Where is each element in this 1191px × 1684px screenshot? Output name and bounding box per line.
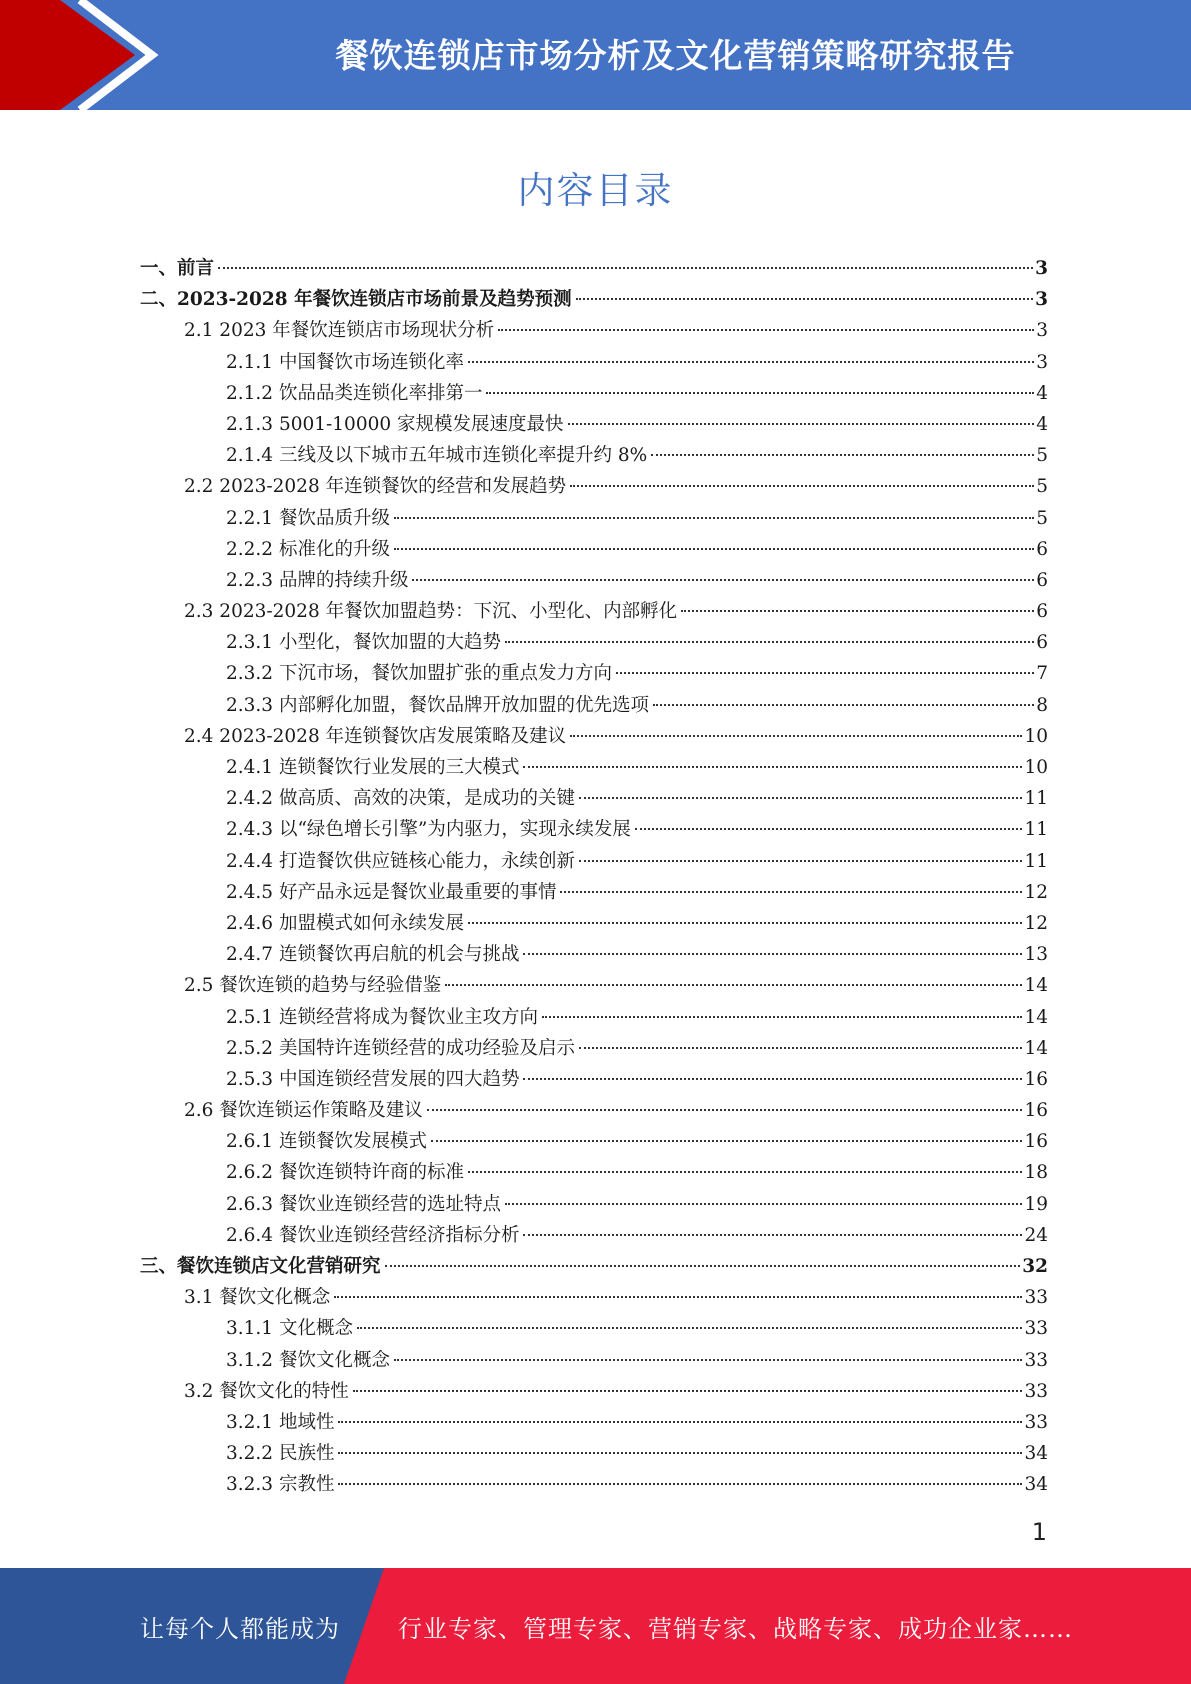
toc-entry[interactable] (140, 565, 1048, 596)
toc-dot-leader (385, 1265, 1021, 1267)
toc-entry-page: 24 (1024, 1224, 1048, 1246)
toc-entry-page: 11 (1024, 788, 1048, 810)
toc-dot-leader (570, 485, 1034, 487)
toc-entry[interactable] (140, 440, 1048, 471)
toc-entry-page: 7 (1036, 663, 1048, 685)
toc-entry-title: 3.1 餐饮文化概念 (184, 1287, 331, 1309)
toc-entry-title: 3.2.1 地域性 (226, 1411, 335, 1433)
toc-entry-title: 2.5.1 连锁经营将成为餐饮业主攻方向 (226, 1006, 538, 1028)
toc-dot-leader (523, 1234, 1022, 1236)
toc-entry-title: 2.3.1 小型化，餐饮加盟的大趋势 (226, 632, 501, 654)
toc-entry[interactable] (140, 1033, 1048, 1064)
toc-entry[interactable] (140, 534, 1048, 565)
toc-entry[interactable] (140, 284, 1048, 315)
toc-dot-leader (570, 735, 1022, 737)
toc-dot-leader (651, 454, 1034, 456)
toc-entry[interactable] (140, 690, 1048, 721)
toc-entry-page: 14 (1024, 975, 1048, 997)
toc-entry-title: 二、2023-2028 年餐饮连锁店市场前景及趋势预测 (140, 289, 572, 311)
toc-entry-page: 10 (1024, 725, 1048, 747)
toc-entry[interactable] (140, 814, 1048, 845)
footer-slogan-left: 让每个人都能成为 (140, 1614, 340, 1643)
toc-heading: 内容目录 (517, 169, 674, 212)
toc-entry-page: 6 (1036, 538, 1048, 560)
toc-entry-page: 33 (1024, 1318, 1048, 1340)
toc-entry-title: 2.1.1 中国餐饮市场连锁化率 (226, 351, 464, 373)
toc-entry[interactable] (140, 378, 1048, 409)
toc-entry[interactable] (140, 658, 1048, 689)
toc-entry-page: 14 (1024, 1006, 1048, 1028)
toc-entry-page: 6 (1036, 569, 1048, 591)
toc-entry-page: 16 (1024, 1131, 1048, 1153)
toc-dot-leader (357, 1327, 1023, 1329)
toc-entry-page: 4 (1036, 413, 1048, 435)
toc-entry-title: 2.1 2023 年餐饮连锁店市场现状分析 (184, 320, 495, 342)
toc-entry-title: 2.4.5 好产品永远是餐饮业最重要的事情 (226, 881, 557, 903)
toc-entry[interactable] (140, 1282, 1048, 1313)
toc-entry-title: 2.4.7 连锁餐饮再启航的机会与挑战 (226, 944, 520, 966)
toc-entry-title: 3.1.2 餐饮文化概念 (226, 1349, 390, 1371)
toc-dot-leader (523, 1078, 1022, 1080)
toc-entry-page: 3 (1036, 351, 1048, 373)
toc-entry-title: 2.6 餐饮连锁运作策略及建议 (184, 1100, 423, 1122)
toc-dot-leader (616, 672, 1034, 674)
toc-entry-page: 6 (1036, 601, 1048, 623)
toc-dot-leader (468, 922, 1022, 924)
toc-entry[interactable] (140, 347, 1048, 378)
toc-entry-title: 2.2.3 品牌的持续升级 (226, 569, 409, 591)
toc-entry-title: 2.4 2023-2028 年连锁餐饮店发展策略及建议 (184, 725, 567, 747)
toc-entry[interactable] (140, 1251, 1048, 1282)
toc-entry-page: 3 (1035, 258, 1048, 279)
toc-entry-title: 3.1.1 文化概念 (226, 1318, 353, 1340)
toc-dot-leader (681, 610, 1034, 612)
toc-dot-leader (486, 392, 1034, 394)
toc-entry[interactable] (140, 1157, 1048, 1188)
toc-entry-page: 19 (1024, 1193, 1048, 1215)
toc-entry[interactable] (140, 908, 1048, 939)
toc-entry[interactable] (140, 1095, 1048, 1126)
toc-entry-page: 3 (1036, 320, 1048, 342)
toc-entry[interactable] (140, 1376, 1048, 1407)
toc-entry-title: 2.1.2 饮品品类连锁化率排第一 (226, 382, 483, 404)
toc-entry-title: 2.5.2 美国特许连锁经营的成功经验及启示 (226, 1037, 575, 1059)
toc-entry-title: 2.6.2 餐饮连锁特许商的标准 (226, 1162, 464, 1184)
header-banner (0, 0, 1191, 110)
toc-entry-page: 11 (1024, 850, 1048, 872)
toc-entry-title: 2.4.2 做高质、高效的决策，是成功的关键 (226, 788, 575, 810)
toc-entry-page: 12 (1024, 881, 1048, 903)
toc-entry-page: 16 (1024, 1068, 1048, 1090)
toc-entry-title: 三、餐饮连锁店文化营销研究 (140, 1256, 381, 1277)
toc-dot-leader (498, 329, 1034, 331)
report-title: 餐饮连锁店市场分析及文化营销策略研究报告 (335, 35, 1016, 75)
toc-entry-title: 2.4.3 以“绿色增长引擎”为内驱力，实现永续发展 (226, 819, 631, 841)
toc-entry-page: 16 (1024, 1100, 1048, 1122)
toc-dot-leader (394, 517, 1034, 519)
toc-entry-page: 33 (1024, 1287, 1048, 1309)
toc-entry[interactable] (140, 1469, 1048, 1500)
toc-dot-leader (523, 953, 1022, 955)
toc-dot-leader (579, 797, 1022, 799)
toc-entry-page: 5 (1036, 507, 1048, 529)
toc-entry-title: 2.4.4 打造餐饮供应链核心能力，永续创新 (226, 850, 575, 872)
toc-entry[interactable] (140, 1189, 1048, 1220)
toc-entry[interactable] (140, 752, 1048, 783)
toc-entry-page: 33 (1024, 1411, 1048, 1433)
toc-entry-page: 34 (1024, 1443, 1048, 1465)
toc-dot-leader (576, 298, 1034, 300)
toc-dot-leader (505, 1203, 1022, 1205)
toc-dot-leader (542, 1016, 1022, 1018)
toc-dot-leader (334, 1296, 1022, 1298)
toc-entry[interactable] (140, 1220, 1048, 1251)
toc-entry[interactable] (140, 1438, 1048, 1469)
toc-entry-title: 2.5 餐饮连锁的趋势与经验借鉴 (184, 975, 442, 997)
footer-banner (0, 1568, 1191, 1684)
toc-entry[interactable] (140, 596, 1048, 627)
toc-entry[interactable] (140, 1064, 1048, 1095)
toc-dot-leader (218, 267, 1033, 269)
toc-entry[interactable] (140, 503, 1048, 534)
toc-entry[interactable] (140, 877, 1048, 908)
toc-dot-leader (394, 1359, 1022, 1361)
toc-entry-page: 10 (1024, 757, 1048, 778)
toc-entry-title: 3.2.2 民族性 (226, 1443, 335, 1465)
toc-entry-title: 2.3 2023-2028 年餐饮加盟趋势：下沉、小型化、内部孵化 (184, 601, 678, 623)
toc-dot-leader (338, 1483, 1022, 1485)
toc-dot-leader (427, 1109, 1023, 1111)
toc-entry[interactable] (140, 409, 1048, 440)
toc-dot-leader (579, 1047, 1022, 1049)
toc-entry-page: 18 (1024, 1162, 1048, 1184)
toc-dot-leader (468, 1171, 1022, 1173)
toc-entry[interactable] (140, 315, 1048, 346)
toc-entry-page: 34 (1024, 1474, 1048, 1496)
table-of-contents (140, 253, 1048, 1501)
toc-entry-page: 3 (1035, 289, 1048, 311)
toc-entry-page: 4 (1036, 382, 1048, 404)
toc-dot-leader (560, 891, 1022, 893)
toc-dot-leader (338, 1421, 1022, 1423)
toc-dot-leader (445, 984, 1022, 986)
toc-entry-title: 2.2.2 标准化的升级 (226, 538, 390, 560)
toc-dot-leader (338, 1452, 1022, 1454)
toc-dot-leader (579, 860, 1022, 862)
toc-entry-page: 5 (1036, 445, 1048, 467)
toc-entry-title: 2.1.3 5001-10000 家规模发展速度最快 (226, 413, 564, 435)
toc-entry[interactable] (140, 939, 1048, 970)
toc-dot-leader (653, 704, 1034, 706)
toc-entry-page: 11 (1024, 819, 1048, 841)
toc-dot-leader (353, 1390, 1023, 1392)
toc-entry-title: 2.1.4 三线及以下城市五年城市连锁化率提升约 8% (226, 445, 648, 467)
toc-entry-title: 2.3.2 下沉市场，餐饮加盟扩张的重点发力方向 (226, 663, 612, 685)
toc-entry-page: 33 (1024, 1380, 1048, 1402)
toc-dot-leader (394, 548, 1034, 550)
toc-dot-leader (523, 766, 1022, 768)
toc-entry-page: 5 (1036, 476, 1048, 498)
toc-dot-leader (568, 423, 1035, 425)
toc-entry[interactable] (140, 253, 1048, 284)
page-number: 1 (1031, 1518, 1047, 1546)
toc-entry[interactable] (140, 783, 1048, 814)
toc-entry[interactable] (140, 1313, 1048, 1344)
toc-entry-page: 8 (1036, 694, 1048, 716)
toc-entry-page: 32 (1022, 1256, 1048, 1277)
toc-entry[interactable] (140, 471, 1048, 502)
toc-entry[interactable] (140, 846, 1048, 877)
toc-entry-title: 2.2 2023-2028 年连锁餐饮的经营和发展趋势 (184, 476, 567, 498)
toc-entry-title: 2.6.4 餐饮业连锁经营经济指标分析 (226, 1224, 520, 1246)
toc-entry-title: 2.6.1 连锁餐饮发展模式 (226, 1131, 427, 1153)
toc-entry-page: 14 (1024, 1037, 1048, 1059)
toc-dot-leader (505, 641, 1034, 643)
toc-entry-title: 3.2.3 宗教性 (226, 1474, 335, 1496)
toc-dot-leader (412, 579, 1034, 581)
toc-entry-page: 6 (1036, 632, 1048, 654)
toc-dot-leader (468, 361, 1034, 363)
toc-entry-title: 2.6.3 餐饮业连锁经营的选址特点 (226, 1193, 501, 1215)
toc-entry-title: 2.3.3 内部孵化加盟，餐饮品牌开放加盟的优先选项 (226, 694, 649, 716)
toc-entry[interactable] (140, 970, 1048, 1001)
toc-entry-page: 13 (1024, 944, 1048, 966)
toc-entry[interactable] (140, 1126, 1048, 1157)
toc-entry[interactable] (140, 627, 1048, 658)
toc-entry-title: 2.5.3 中国连锁经营发展的四大趋势 (226, 1068, 520, 1090)
toc-entry-title: 3.2 餐饮文化的特性 (184, 1380, 349, 1402)
toc-dot-leader (431, 1140, 1022, 1142)
toc-entry-title: 2.2.1 餐饮品质升级 (226, 507, 390, 529)
toc-entry[interactable] (140, 1407, 1048, 1438)
toc-entry-title: 一、前言 (140, 258, 215, 279)
toc-dot-leader (635, 828, 1023, 830)
toc-entry-page: 33 (1024, 1349, 1048, 1371)
toc-entry-page: 12 (1024, 912, 1048, 934)
toc-entry-title: 2.4.6 加盟模式如何永续发展 (226, 912, 464, 934)
footer-slogan-right: 行业专家、管理专家、营销专家、战略专家、成功企业家…… (398, 1614, 1073, 1643)
toc-entry[interactable] (140, 1345, 1048, 1376)
toc-entry-title: 2.4.1 连锁餐饮行业发展的三大模式 (226, 757, 520, 778)
toc-entry[interactable] (140, 721, 1048, 752)
toc-entry[interactable] (140, 1002, 1048, 1033)
